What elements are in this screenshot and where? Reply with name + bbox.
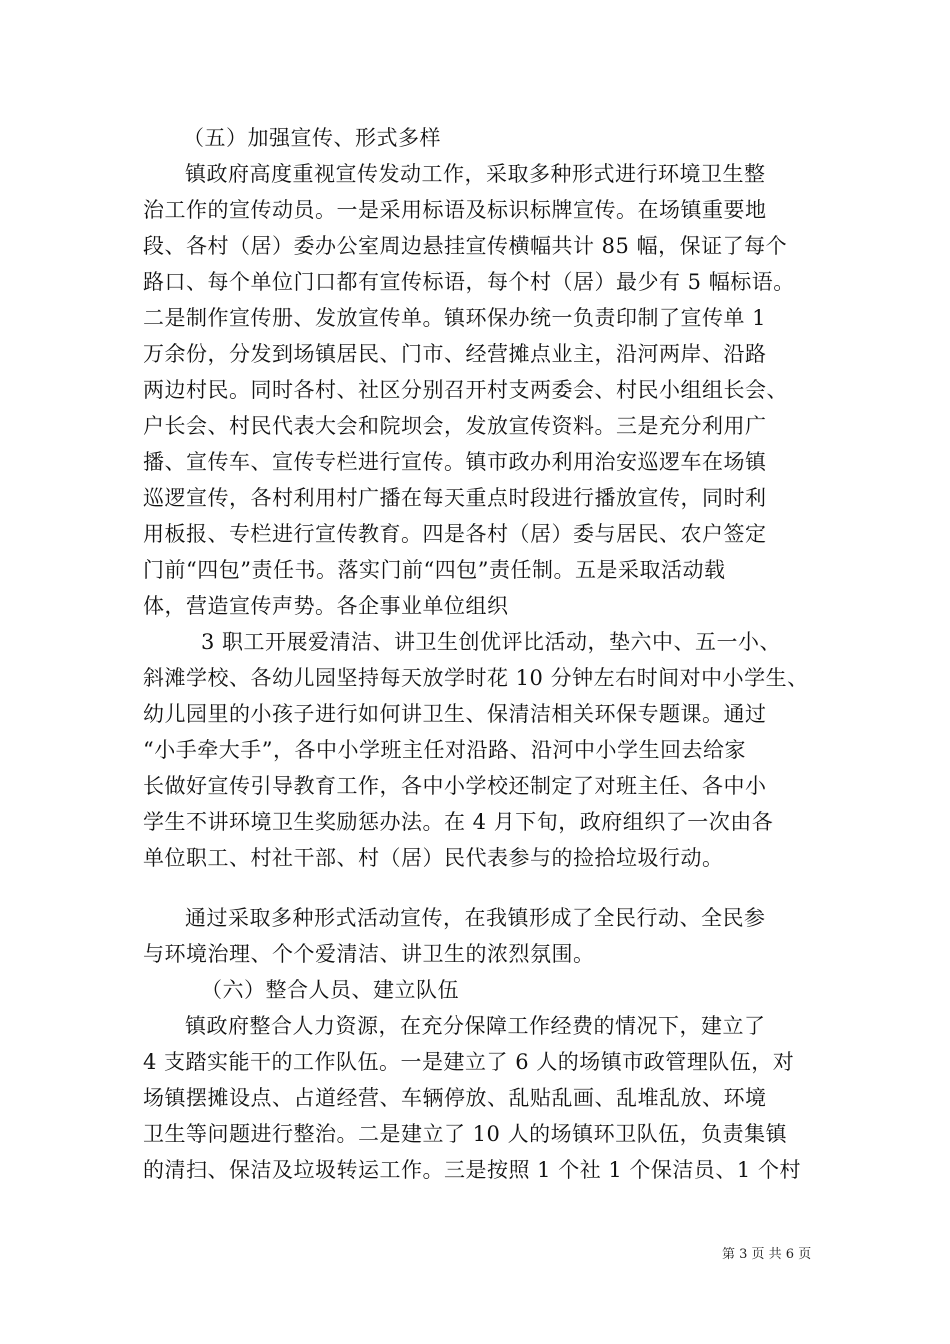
paragraph-line: 幼儿园里的小孩子进行如何讲卫生、保清洁相关环保专题课。通过	[143, 702, 767, 726]
paragraph-line: 治工作的宣传动员。一是采用标语及标识标牌宣传。在场镇重要地	[143, 198, 767, 222]
paragraph-line: 镇政府高度重视宣传发动工作，采取多种形式进行环境卫生整	[185, 162, 766, 186]
paragraph-line: 学生不讲环境卫生奖励惩办法。在 4 月下旬，政府组织了一次由各	[143, 810, 774, 834]
paragraph-line: 斜滩学校、各幼儿园坚持每天放学时花 10 分钟左右时间对中小学生、	[143, 666, 809, 690]
section-heading-five: （五）加强宣传、形式多样	[183, 126, 441, 150]
section-heading-six: （六）整合人员、建立队伍	[201, 978, 459, 1002]
paragraph-line: 体，营造宣传声势。各企事业单位组织	[143, 594, 509, 618]
paragraph-line: 单位职工、村社干部、村（居）民代表参与的捡拾垃圾行动。	[143, 846, 724, 870]
paragraph-line: 门前“四包”责任书。落实门前“四包”责任制。五是采取活动载	[143, 558, 726, 582]
paragraph-line: 巡逻宣传，各村利用村广播在每天重点时段进行播放宣传，同时利	[143, 486, 767, 510]
paragraph-line: 万余份，分发到场镇居民、门市、经营摊点业主，沿河两岸、沿路	[143, 342, 767, 366]
paragraph-line: 户长会、村民代表大会和院坝会，发放宣传资料。三是充分利用广	[143, 414, 767, 438]
paragraph-line: 段、各村（居）委办公室周边悬挂宣传横幅共计 85 幅，保证了每个	[143, 234, 788, 258]
paragraph-line: 的清扫、保洁及垃圾转运工作。三是按照 1 个社 1 个保洁员、1 个村	[143, 1158, 801, 1182]
paragraph-line: 卫生等问题进行整治。二是建立了 10 人的场镇环卫队伍，负责集镇	[143, 1122, 788, 1146]
paragraph-line: 路口、每个单位门口都有宣传标语，每个村（居）最少有 5 幅标语。	[143, 270, 795, 294]
paragraph-line: 3 职工开展爱清洁、讲卫生创优评比活动，垫六中、五一小、	[201, 630, 782, 654]
paragraph-line: 用板报、专栏进行宣传教育。四是各村（居）委与居民、农户签定	[143, 522, 767, 546]
paragraph-line: “小手牵大手”，各中小学班主任对沿路、沿河中小学生回去给家	[143, 738, 746, 762]
paragraph-line: 二是制作宣传册、发放宣传单。镇环保办统一负责印制了宣传单 1	[143, 306, 767, 330]
paragraph-line: 场镇摆摊设点、占道经营、车辆停放、乱贴乱画、乱堆乱放、环境	[143, 1086, 767, 1110]
paragraph-line: 与环境治理、个个爱清洁、讲卫生的浓烈氛围。	[143, 942, 595, 966]
paragraph-line: 播、宣传车、宣传专栏进行宣传。镇市政办利用治安巡逻车在场镇	[143, 450, 767, 474]
page-number: 第 3 页 共 6 页	[722, 1247, 812, 1262]
paragraph-line: 长做好宣传引导教育工作，各中小学校还制定了对班主任、各中小	[143, 774, 767, 798]
paragraph-line: 4 支踏实能干的工作队伍。一是建立了 6 人的场镇市政管理队伍，对	[143, 1050, 795, 1074]
paragraph-line: 两边村民。同时各村、社区分别召开村支两委会、村民小组组长会、	[143, 378, 788, 402]
paragraph-line: 镇政府整合人力资源，在充分保障工作经费的情况下，建立了	[185, 1014, 766, 1038]
paragraph-line: 通过采取多种形式活动宣传，在我镇形成了全民行动、全民参	[185, 906, 766, 930]
